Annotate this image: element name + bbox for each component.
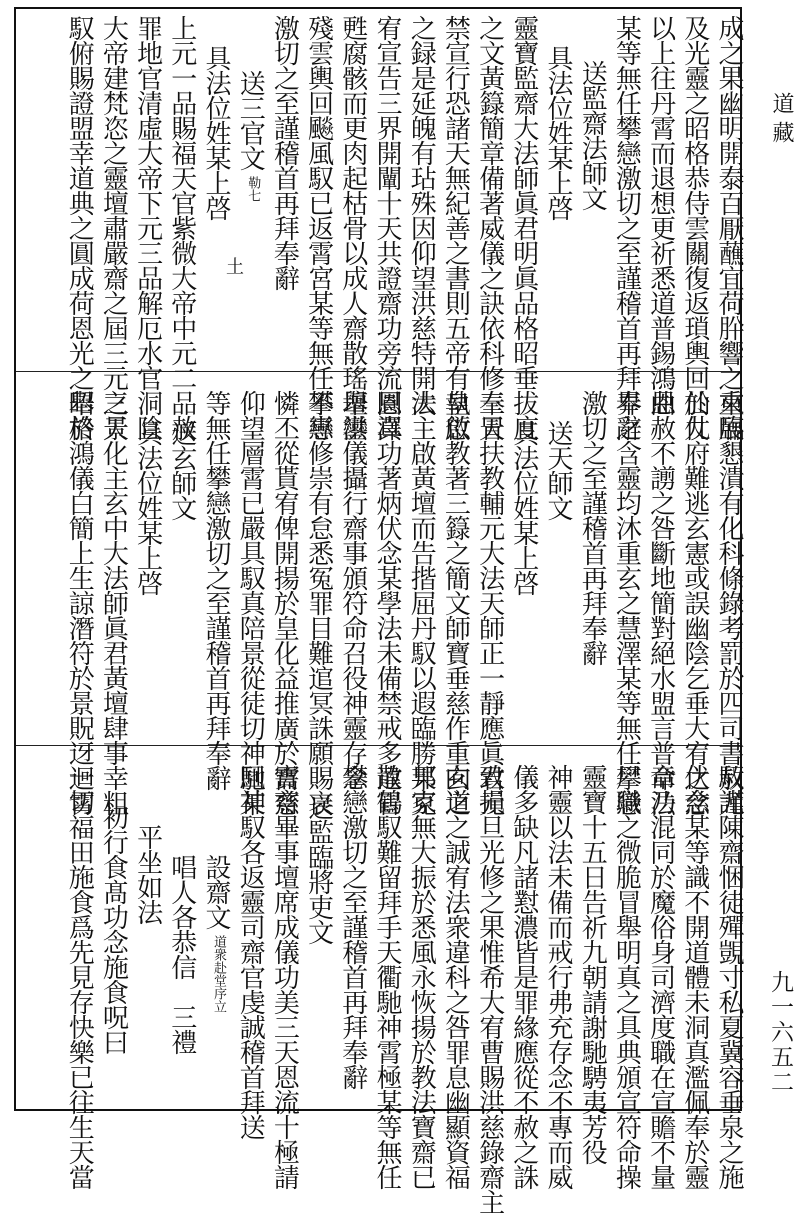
text-column: 激切之至謹稽首再拜奉辭 <box>269 15 300 290</box>
text-column: 初行食髙功念施食呪曰 <box>98 804 129 1054</box>
text-column: 平坐如法 <box>132 824 163 924</box>
text-column: 等無任攀戀激切之至謹稽首再拜奉辭 <box>201 390 231 790</box>
text-column: 馭謹陳齋悃徒殫覬寸私夏冀容垂泉之施 <box>714 764 744 1189</box>
text-column: 靈寶十五日告祈九朝請謝馳騁夷芳役 <box>577 764 608 1164</box>
text-column: 一切福田施食爲先見存快樂已往生天當 <box>64 764 95 1189</box>
text-column: 具法位姓某上啓 <box>508 420 539 595</box>
interlinear-note: 道衆赴堂序立 <box>211 935 226 1013</box>
text-column: 具法位姓某上啓 <box>132 420 163 595</box>
page-number: 九一六五二 <box>767 970 793 1095</box>
text-column: 之録是延魄有玷殊因仰望洪慈特開大 <box>406 15 437 415</box>
text-column: 唱人各恭信 三禮 <box>166 854 197 1054</box>
text-column: 於九府難逃玄憲或誤幽陰乞垂大宥之慈 <box>679 390 710 815</box>
text-column: 禁宣行恐諸天無紀善之書則五帝有執愆 <box>440 15 471 440</box>
text-column: 成之果幽明開泰百厭蘸宜荷肸響之來臨 <box>714 15 744 440</box>
text-column: 送三官文 <box>235 70 266 170</box>
text-column: 尸職之微脆冒舉明真之具典頒宣符命操 <box>611 764 642 1189</box>
text-column: 馭俯賜證盟幸道典之圓成荷恩光之昭格 <box>64 15 95 440</box>
text-column: 向道之誠宥法衆違科之咎罪息幽顯資福 <box>440 764 471 1189</box>
text-column: 重展懇潰有化科條錄考罰於四司書赦尤 <box>714 390 744 815</box>
text-column: 送監齋法師文 <box>577 60 608 210</box>
text-column: 界之含靈均沐重玄之慧澤某等無任攀戀 <box>611 390 642 815</box>
text-column: 神靈以法未備而戒行弗充存念不專而威 <box>543 764 573 1189</box>
text-column: 攀戀激切之至謹稽首再拜奉辭 <box>337 764 368 1089</box>
text-column: 以上往丹霄而退想更祈悉道普錫鴻恩 <box>645 15 676 415</box>
text-column: 章乃混同於魔俗身司濟度職在宣贍不量 <box>645 764 676 1189</box>
text-column: 仰望層霄已嚴具馭真陪景從徒切神馳某 <box>235 390 266 815</box>
text-column: 送監臨將吏文 <box>303 794 334 944</box>
text-column: 具法位姓某上啓 <box>201 45 231 220</box>
text-column: 舉洪儀攝行齋事頒符命召役神靈存念 <box>337 390 368 790</box>
text-column: 圓真功著炳伏念某學法未備禁戒多違冒 <box>372 390 402 815</box>
text-column: 憐丕從貰宥俾開揚於皇化益推廣於需慈 <box>269 390 300 815</box>
text-column: 舉於鴻儀白簡上生諒潛符於景貺迓迴霄 <box>64 390 95 815</box>
lower-panel <box>16 758 744 1214</box>
text-column: 法主啟黃壇而告揩屈丹馭以遐臨勝果克 <box>406 390 437 815</box>
text-column: 罪地官清虛大帝下元三品解厄水官洞陰 <box>132 15 163 440</box>
text-column: 上元一品賜福天官紫微大帝中元二品赦 <box>166 15 197 440</box>
text-column: 甦腐骸而更肉起枯骨以成人齋散瑤壇鑾 <box>337 15 368 440</box>
text-column: 三天化主玄中大法師眞君黃壇肆事幸粗 <box>98 390 129 815</box>
middle-panel <box>16 384 744 815</box>
folio-mark: 土 <box>223 257 244 274</box>
text-column: 邦家無大振於悉風永恢揚於教法寶齋已 <box>406 764 437 1189</box>
text-column: 致損旦光修之果惟希大宥曹賜洪慈錄齋主 <box>474 764 505 1214</box>
text-column: 送天師文 <box>543 420 573 520</box>
text-column: 不專修崇有怠悉冤罪目難逭冥誅願賜哀 <box>303 390 334 815</box>
text-column: 殘雲輿回飈風馭已返霄宮某等無任攀戀 <box>303 15 334 440</box>
text-column: 儀多缺凡諸懟濃皆是罪緣應從不赦之誅 <box>508 764 539 1189</box>
text-column: 及光靈之昭格恭侍雲關復返瑣輿回仙仗 <box>679 15 710 440</box>
text-column: 三天扶教輔元大法天師正一靜應眞君元 <box>474 390 505 815</box>
text-column: 曲赦不謭之咎斷地簡對絕水盟言普命法 <box>645 390 676 815</box>
text-column: 伏念某等識不開道體未洞真濫佩奉於靈 <box>679 764 710 1189</box>
text-column: 某等無任攀戀激切之至謹稽首再拜奉辭 <box>611 15 642 440</box>
text-column: 激切之至謹稽首再拜奉辭 <box>577 390 608 665</box>
collection-title: 道 藏 <box>769 92 794 143</box>
text-column: 寶齋畢事壇席成儀功美三天恩流十極請 <box>269 764 300 1189</box>
interlinear-note: 勒七 <box>245 176 261 202</box>
text-column: 宥宣告三界開闡十天共證齋功旁流恩澤 <box>372 15 402 440</box>
text-column: 設齋文 <box>201 854 231 929</box>
text-column: 之文黃籙簡章備著威儀之訣依科修奉冒 <box>474 15 505 440</box>
upper-panel <box>16 9 744 440</box>
text-column: 具法位姓某上啓 <box>543 45 573 220</box>
text-column: 皇啟教著三籙之簡文師寶垂慈作重玄之 <box>440 390 471 815</box>
text-column: 送玄師文 <box>166 420 197 520</box>
text-column: 散鶴馭難留拜手天衢馳神霄極某等無任 <box>372 764 402 1189</box>
text-column: 回神馭各返靈司齋官虔誠稽首拜送 <box>235 764 266 1139</box>
text-column: 靈寶監齋大法師眞君明眞品格昭垂拔度 <box>508 15 539 440</box>
text-column: 大帝建梵恣之靈壇肅嚴齋之屆三元之景 <box>98 15 129 440</box>
